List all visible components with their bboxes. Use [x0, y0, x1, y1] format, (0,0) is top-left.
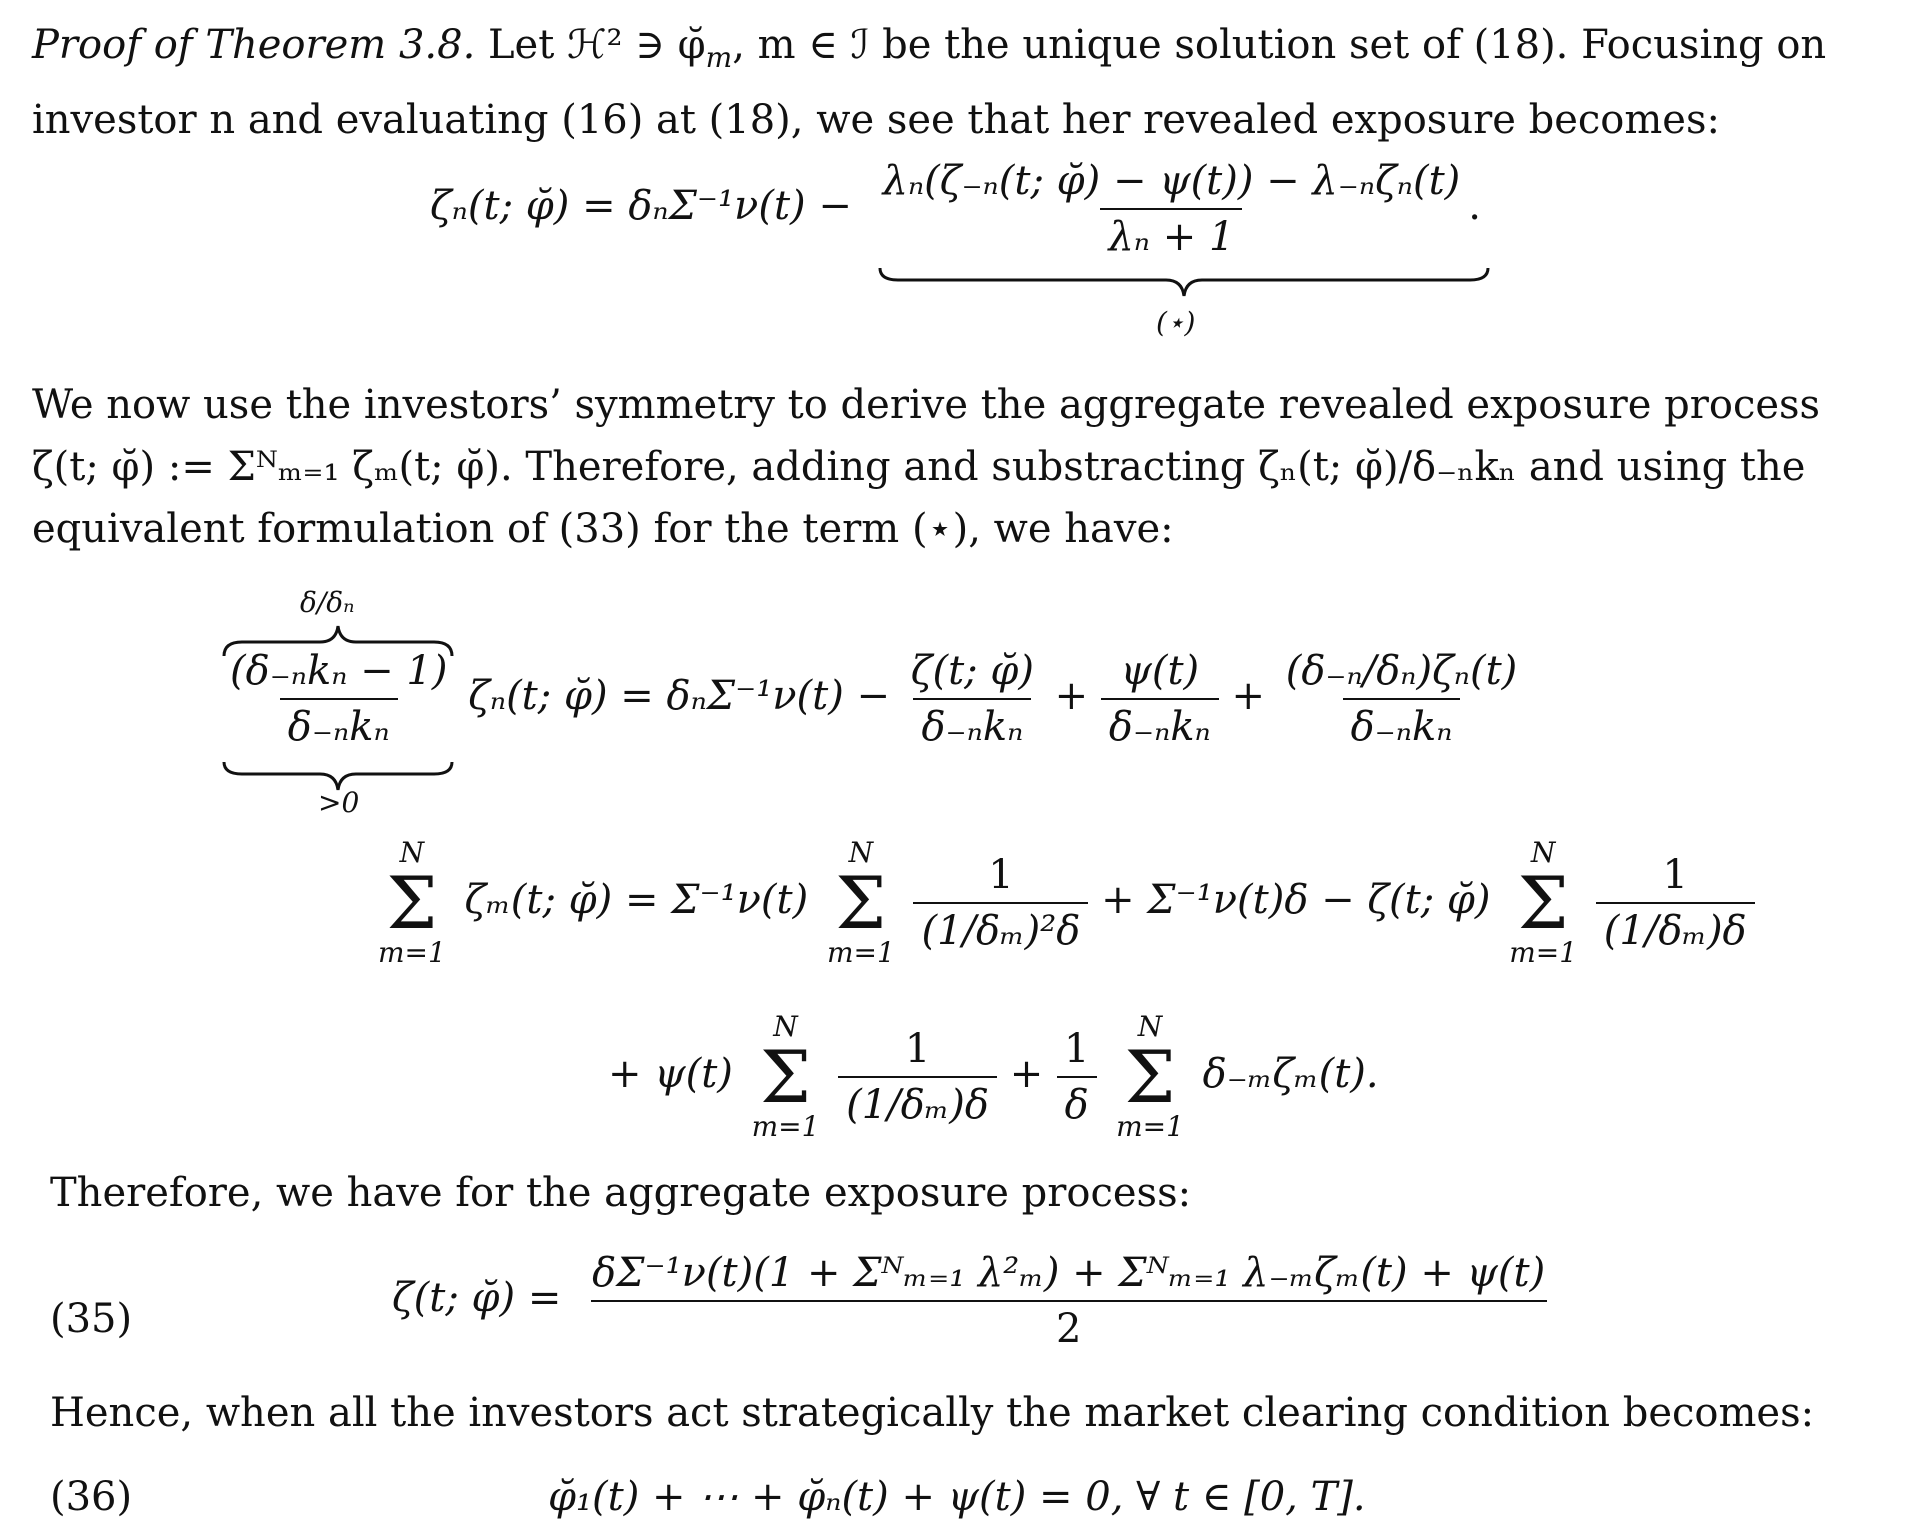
eq1-brace-label: (⋆): [1156, 306, 1196, 339]
eq3-frac-2: [1596, 852, 1755, 954]
eq35-denominator: 2: [591, 1300, 1547, 1352]
eq2-frac-1-num: (δ₋ₙkₙ − 1): [230, 648, 448, 694]
eq3-frac-2-den: (1/δₘ)δ: [1596, 902, 1755, 954]
eq3-sum-2-bottom: m=1: [826, 936, 895, 969]
equation-3: [372, 838, 1755, 968]
eq2-frac-3-den: δ₋ₙkₙ: [1101, 698, 1219, 750]
eq3-term-2: + Σ⁻¹ν(t)δ − ζ(t; φ̆): [1101, 877, 1491, 923]
paragraph-2: We now use the investors’ symmetry to derive the aggregate revealed exposure process ζ(t; φ̆) := Σᴺₘ₌₁ ζₘ(t; φ̆). Therefore, adding and substracting ζₙ(t; φ̆)/δ₋ₙkₙ and using the equivalent formulation of (33) for the term (⋆), we have:: [32, 382, 1821, 552]
eq4-sum-2-bottom: m=1: [1116, 1110, 1184, 1143]
eq2-frac-2-den: δ₋ₙkₙ: [913, 698, 1031, 750]
eq4-sum-1-top: N: [773, 1010, 798, 1043]
eq1-denominator: λₙ + 1: [1100, 208, 1242, 260]
eq2-frac-3: [1101, 648, 1219, 750]
equation-36: φ̆₁(t) + ⋯ + φ̆ₙ(t) + ψ(t) = 0, ∀ t ∈ [0, T].: [548, 1474, 1366, 1520]
eq2-frac-1: [222, 648, 455, 750]
eq3-frac-1: [913, 852, 1088, 954]
intro-text: , m ∈ ℐ be the unique solution set of (18). Focusing on investor n and evaluating (16) at (18), we see that her revealed exposure becomes:: [32, 22, 1827, 143]
eq4-frac-half-den: δ: [1057, 1076, 1097, 1128]
eq3-sum-3: N Σ m=1: [1509, 836, 1578, 969]
eq2-frac-1-den: δ₋ₙkₙ: [280, 698, 398, 750]
intro-sub-m: m: [705, 41, 733, 74]
equation-1: ζₙ(t; φ̆) = δₙΣ⁻¹ν(t) − $\frac{\text{λₙ(ζ₋ₙ(t; φ̆) − ψ(t)) − λ₋ₙζₙ(t)}}{\text{λₙ + 1}}$ .: [430, 158, 1481, 260]
eq2-frac-4-den: δ₋ₙkₙ: [1343, 698, 1461, 750]
eq2-plus-2: +: [1231, 673, 1265, 719]
eq35-fraction: [584, 1250, 1553, 1352]
eq1-lhs: ζₙ(t; φ̆) = δₙΣ⁻¹ν(t) −: [430, 183, 852, 229]
intro-lead: Let ℋ² ∋ φ̆: [475, 22, 706, 68]
eq3-sum-3-bottom: m=1: [1509, 936, 1578, 969]
paragraph-3: Therefore, we have for the aggregate exposure process:: [50, 1170, 1192, 1216]
proof-label: Proof of Theorem 3.8.: [32, 22, 476, 68]
eq4-frac-half: [1056, 1026, 1097, 1128]
eq4-plus: +: [1009, 1051, 1044, 1097]
eq4-frac-1-den: (1/δₘ)δ: [838, 1076, 997, 1128]
eq35-numerator: δΣ⁻¹ν(t)(1 + Σᴺₘ₌₁ λ²ₘ) + Σᴺₘ₌₁ λ₋ₘζₘ(t) + ψ(t): [592, 1250, 1546, 1296]
eq3-sum-1-top: N: [399, 836, 425, 869]
eq2-frac-4-num: (δ₋ₙ/δₙ)ζₙ(t): [1285, 648, 1518, 694]
eq4-term-3: δ₋ₘζₘ(t).: [1202, 1051, 1379, 1097]
eq4-frac-1-num: 1: [904, 1026, 931, 1072]
equation-2: [222, 648, 1525, 750]
eq4-sum-1-bottom: m=1: [751, 1110, 820, 1143]
eq4-frac-half-num: 1: [1063, 1026, 1090, 1072]
eq3-frac-1-num: 1: [988, 852, 1014, 898]
eq4-sum-2-top: N: [1137, 1010, 1163, 1043]
eq4-sum-2: N Σ m=1: [1116, 1010, 1184, 1143]
equation-4: [608, 1012, 1379, 1142]
intro-paragraph: [32, 14, 1892, 151]
eq2-frac-3-num: ψ(t): [1120, 648, 1200, 694]
eq3-sum-2-top: N: [848, 836, 874, 869]
eq1-numerator: λₙ(ζ₋ₙ(t; φ̆) − ψ(t)) − λ₋ₙζₙ(t): [882, 158, 1461, 204]
eq4-frac-1: [838, 1026, 997, 1128]
eq3-sum-1-bottom: m=1: [378, 936, 446, 969]
eq2-frac-2-num: ζ(t; φ̆): [910, 648, 1034, 694]
equation-35: [392, 1250, 1553, 1352]
eq3-frac-1-den: (1/δₘ)²δ: [913, 902, 1088, 954]
eq3-sum-3-top: N: [1530, 836, 1556, 869]
eq35-lhs: ζ(t; φ̆) =: [392, 1275, 562, 1321]
eq1-underbrace: [878, 266, 1490, 300]
eq2-mid: ζₙ(t; φ̆) = δₙΣ⁻¹ν(t) −: [468, 673, 891, 719]
eq3-sum-1: N Σ m=1: [378, 836, 446, 969]
paragraph-4: Hence, when all the investors act strategically the market clearing condition becomes:: [50, 1390, 1815, 1436]
eq4-term-1: + ψ(t): [608, 1051, 733, 1097]
eq2-overbrace-label: δ/δₙ: [300, 586, 355, 619]
eq4-sum-1: N Σ m=1: [751, 1010, 820, 1143]
eq2-plus-1: +: [1054, 673, 1089, 719]
eq3-sum-2: N Σ m=1: [826, 836, 895, 969]
eq36-number: (36): [50, 1474, 133, 1520]
eq3-frac-2-num: 1: [1662, 852, 1688, 898]
eq35-number: (35): [50, 1296, 133, 1342]
eq2-frac-2: [903, 648, 1042, 750]
eq3-term-1: ζₘ(t; φ̆) = Σ⁻¹ν(t): [464, 877, 809, 923]
eq2-frac-4: [1278, 648, 1526, 750]
eq1-fraction: [875, 158, 1469, 260]
eq2-underbrace-label: >0: [318, 786, 360, 819]
